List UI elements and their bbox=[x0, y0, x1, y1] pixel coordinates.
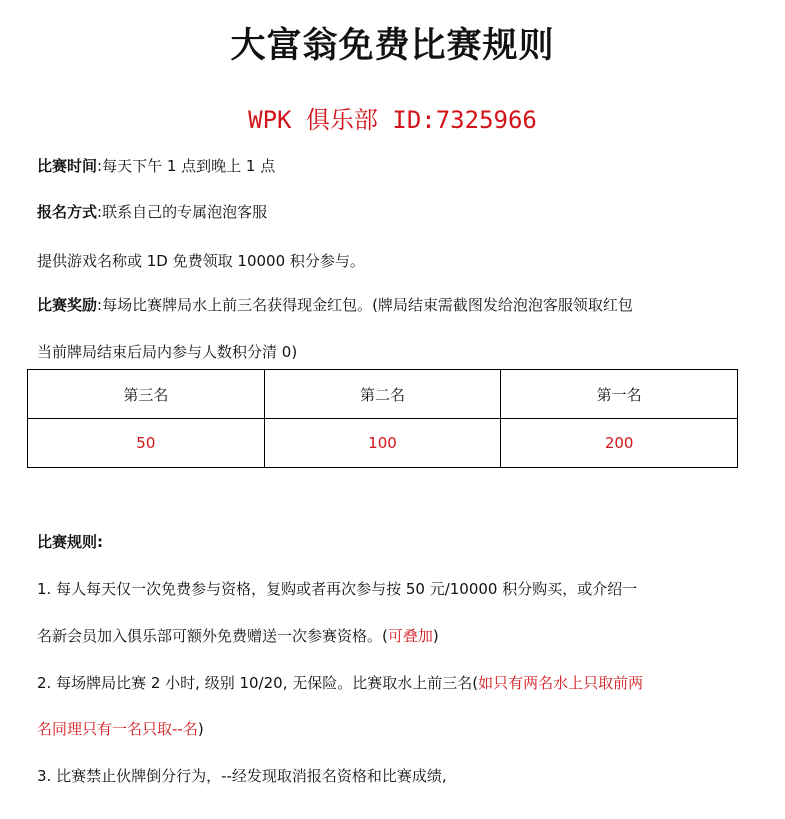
value: :每场比赛牌局水上前三名获得现金红包。(牌局结束需截图发给泡泡客服领取红包 bbox=[97, 296, 633, 314]
table-row bbox=[28, 419, 738, 468]
reward-cont: 当前牌局结束后局内参与人数积分清 0) bbox=[37, 343, 298, 361]
match-time bbox=[37, 156, 275, 176]
rule-3: 3. 比赛禁止伙牌倒分行为，--经发现取消报名资格和比赛成绩, bbox=[37, 767, 447, 785]
value: :每天下午 1 点到晚上 1 点 bbox=[97, 157, 276, 175]
header-cell: 第二名 bbox=[264, 370, 501, 419]
text: ) bbox=[432, 627, 439, 645]
header-cell: 第三名 bbox=[28, 370, 265, 419]
rule-1-cont bbox=[37, 626, 439, 646]
label: 比赛奖励 bbox=[37, 296, 98, 314]
provide-info: 提供游戏名称或 1D 免费领取 10000 积分参与。 bbox=[37, 252, 365, 270]
reward bbox=[37, 295, 633, 315]
text: 名新会员加入俱乐部可额外免费赠送一次参赛资格。( bbox=[37, 627, 388, 645]
value-cell: 100 bbox=[264, 419, 501, 468]
rule-2-cont bbox=[37, 719, 204, 739]
header-cell: 第一名 bbox=[501, 370, 738, 419]
rules-heading: 比赛规则: bbox=[37, 533, 103, 551]
label: 报名方式 bbox=[37, 203, 98, 221]
prize-table bbox=[27, 369, 738, 468]
value-cell: 50 bbox=[28, 419, 265, 468]
highlight: 可叠加 bbox=[387, 627, 433, 645]
highlight: 名同理只有一名只取--名 bbox=[37, 720, 198, 738]
value: :联系自己的专属泡泡客服 bbox=[97, 203, 268, 221]
text: ) bbox=[197, 720, 204, 738]
table-row bbox=[28, 370, 738, 419]
rule-1: 1. 每人每天仅一次免费参与资格，复购或者再次参与按 50 元/10000 积分购买，或介绍一 bbox=[37, 580, 638, 598]
highlight: 如只有两名水上只取前两 bbox=[478, 674, 644, 692]
signup-method bbox=[37, 202, 267, 222]
page-title: 大富翁免费比赛规则 bbox=[230, 25, 555, 66]
text: 2. 每场牌局比赛 2 小时, 级别 10/20, 无保险。比赛取水上前三名( bbox=[37, 674, 479, 692]
rule-2 bbox=[37, 673, 643, 693]
club-id: WPK 俱乐部 ID:7325966 bbox=[248, 106, 537, 134]
label: 比赛时间 bbox=[37, 157, 98, 175]
value-cell: 200 bbox=[501, 419, 738, 468]
